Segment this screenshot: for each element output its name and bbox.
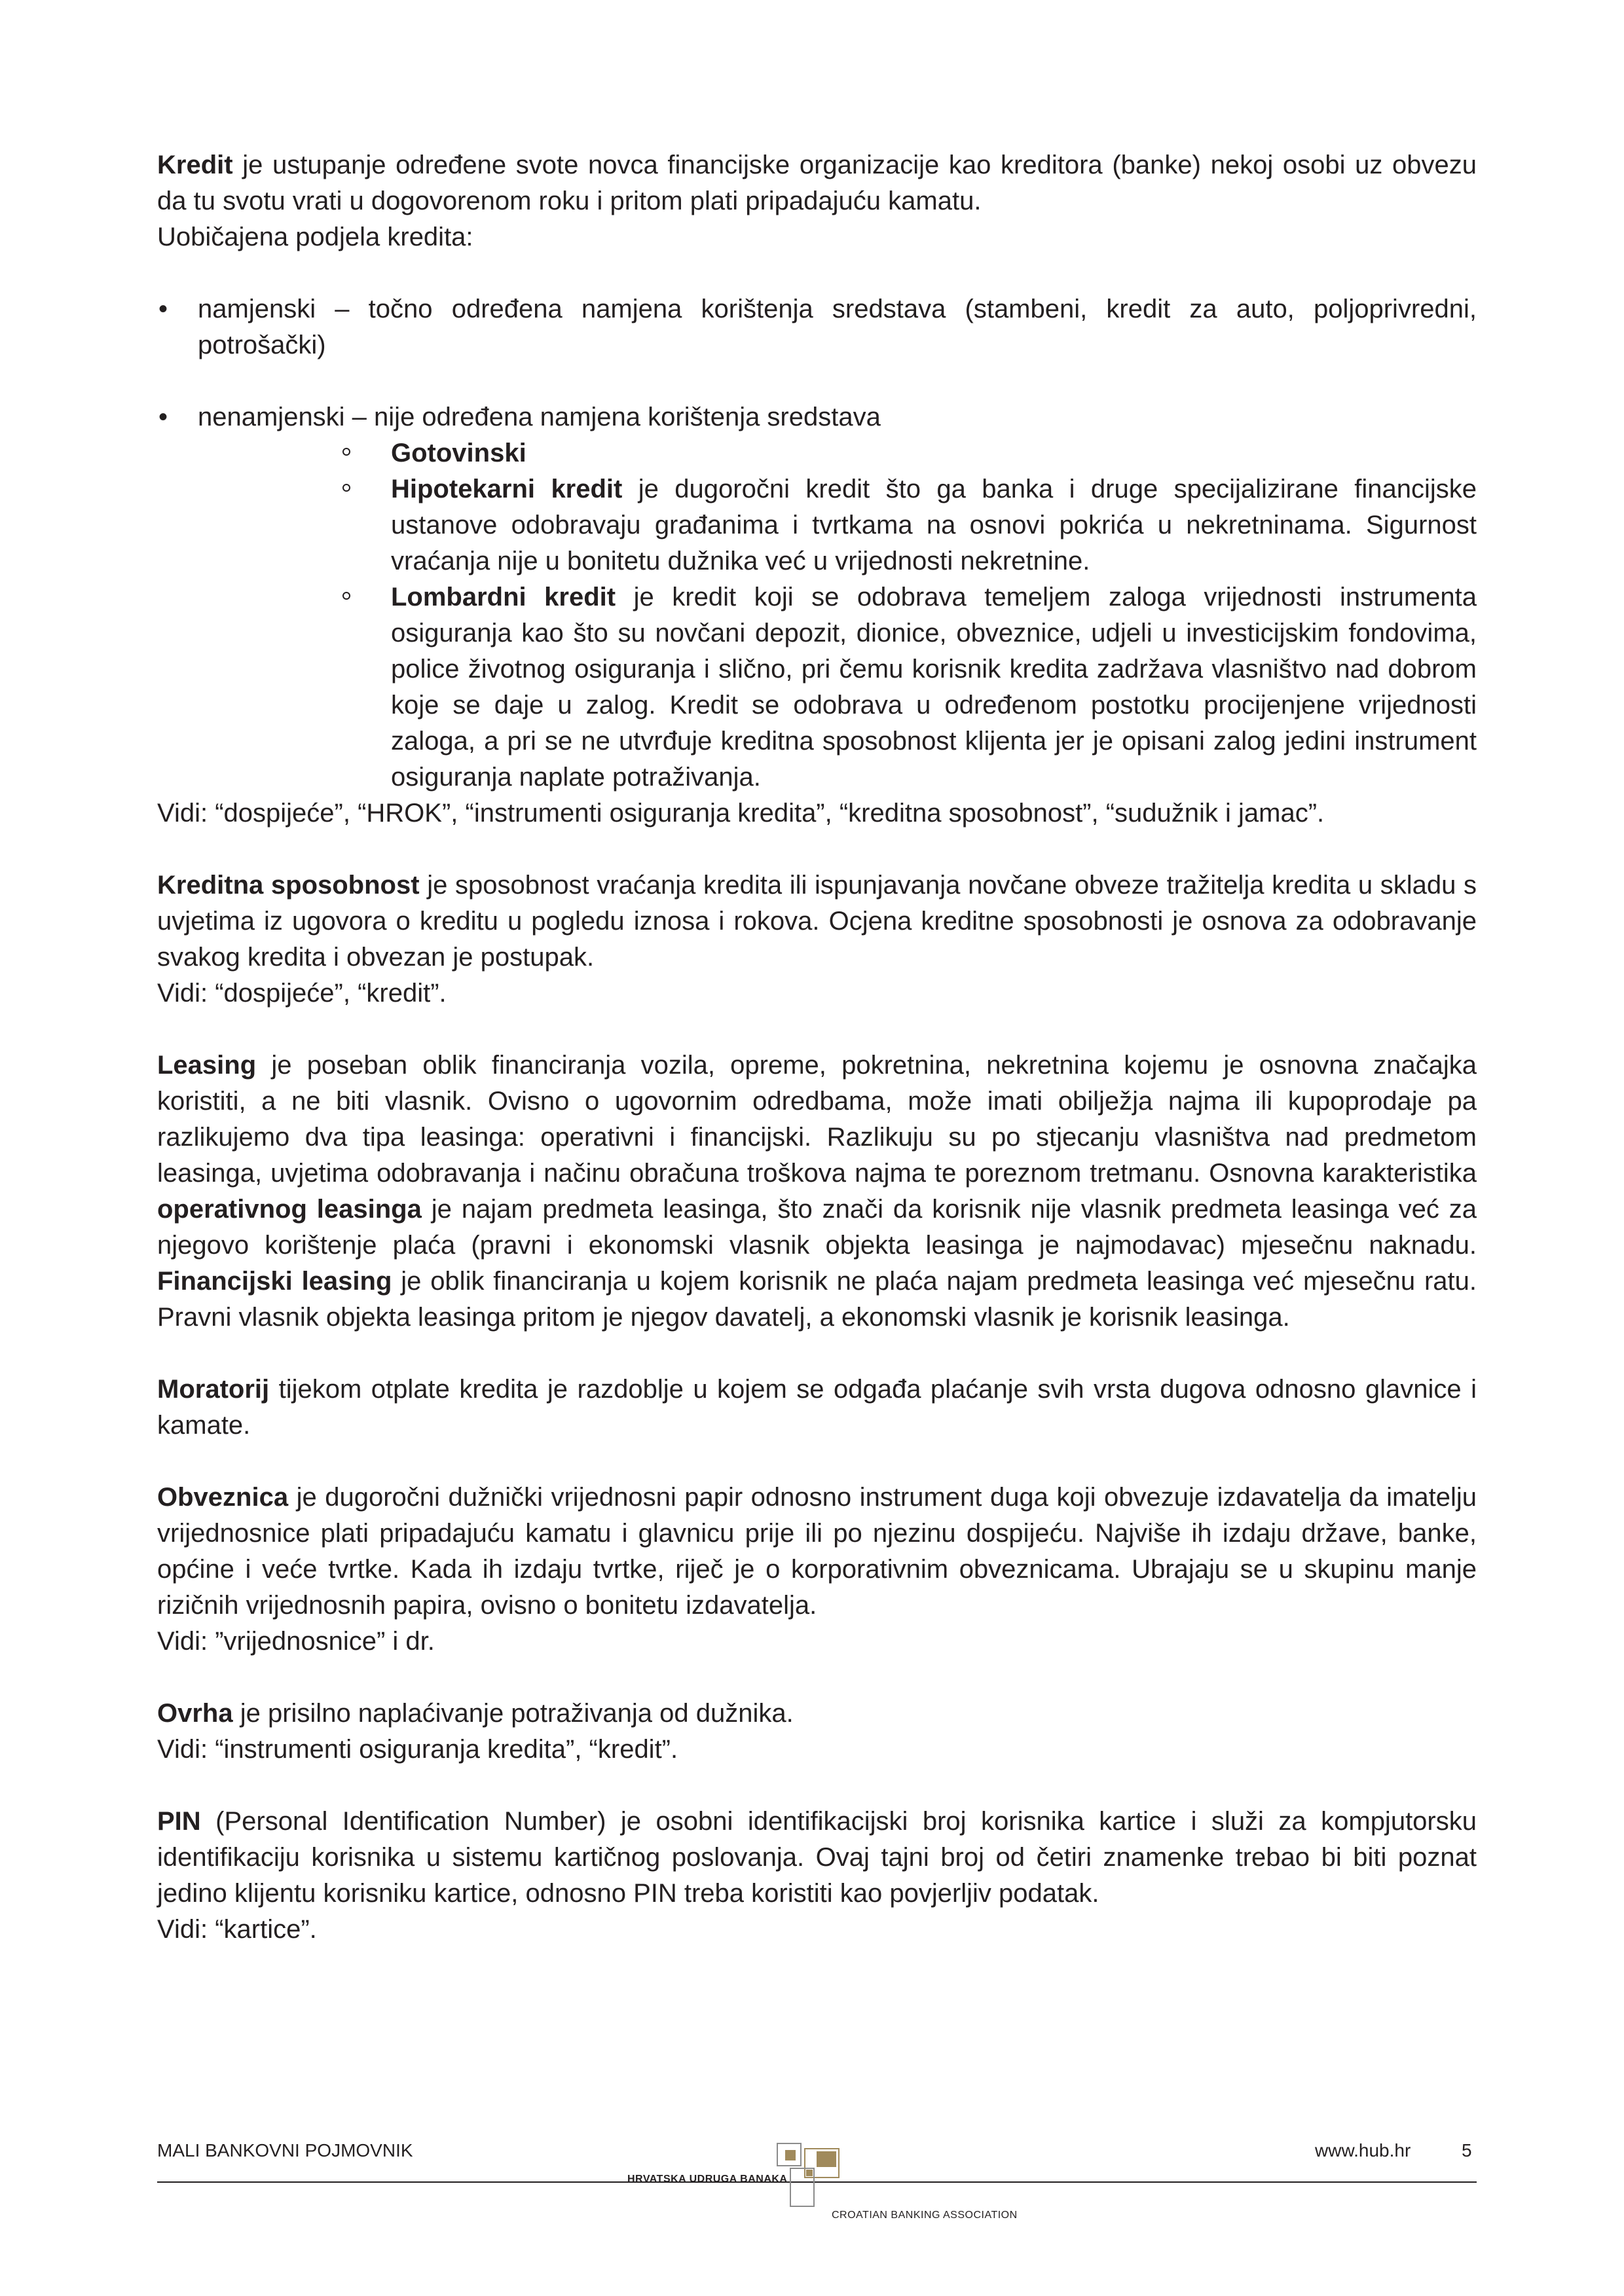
- term-financijski-leasing: Financijski leasing: [157, 1267, 392, 1296]
- circle-bullet-icon: [342, 592, 350, 600]
- sub-list-item: [391, 471, 1477, 579]
- def-kreditna-sposobnost: je sposobnost vraćanja kredita ili ispunjavanja novčane obveze tražitelja kredita u skladu s uvjetima iz ugovora o kreditu u pogledu iznosa i rokova. Ocjena kreditne sposobnosti je osnova za odobravanje svakog kredita i obvezan je postupak.: [157, 871, 1477, 972]
- see-also-ovrha: Vidi: “instrumenti osiguranja kredita”, “kredit”.: [157, 1735, 678, 1764]
- term-lombardni: Lombardni kredit: [391, 583, 616, 611]
- term-pin: PIN: [157, 1807, 201, 1836]
- logo-name: HRVATSKA UDRUGA BANAKA: [627, 2174, 788, 2185]
- bullet-icon: •: [158, 403, 168, 431]
- term-obveznica: Obveznica: [157, 1483, 289, 1512]
- def-hipotekarni: je dugoročni kredit što ga banka i druge specijalizirane financijske ustanove odobravaju građanima i tvrtkama na osnovi pokrića u nekretninama. Sigurnost vraćanja nije u bonitetu dužnika već u vrijednosti nekretnine.: [391, 475, 1477, 575]
- see-also-kredit: Vidi: “dospijeće”, “HROK”, “instrumenti osiguranja kredita”, “kreditna sposobnost”, “sudužnik i jamac”.: [157, 799, 1325, 828]
- sub-list-item: [391, 435, 1477, 471]
- entry-pin: [157, 1804, 1477, 1912]
- sub-list: [198, 435, 1477, 795]
- term-operativni-leasing: operativnog leasinga: [157, 1195, 422, 1224]
- circle-bullet-icon: [342, 484, 350, 492]
- term-leasing: Leasing: [157, 1051, 257, 1080]
- term-kredit: Kredit: [157, 151, 233, 179]
- logo-tagline: CROATIAN BANKING ASSOCIATION: [832, 2210, 1018, 2221]
- kredit-division: Uobičajena podjela kredita:: [157, 223, 473, 251]
- see-also-kreditna: Vidi: “dospijeće”, “kredit”.: [157, 979, 447, 1008]
- bullet-icon: •: [158, 295, 168, 323]
- entry-obveznica: [157, 1480, 1477, 1624]
- document-body: [157, 147, 1477, 1948]
- list-item: [157, 291, 1477, 363]
- list-item: [157, 399, 1477, 795]
- see-also-obveznica: Vidi: ”vrijednosnice” i dr.: [157, 1627, 435, 1656]
- entry-kredit: [157, 147, 1477, 219]
- entry-ovrha: [157, 1696, 1477, 1732]
- see-also-pin: Vidi: “kartice”.: [157, 1915, 317, 1944]
- def-leasing-3: je oblik financiranja u kojem korisnik ne plaća najam predmeta leasinga već mjesečnu ratu. Pravni vlasnik objekta leasinga pritom je njegov davatelj, a ekonomski vlasnik je korisnik leasinga.: [157, 1267, 1477, 1332]
- entry-moratorij: [157, 1372, 1477, 1444]
- def-moratorij: tijekom otplate kredita je razdoblje u kojem se odgađa plaćanje svih vrsta dugova odnosno glavnice i kamate.: [157, 1375, 1477, 1440]
- term-hipotekarni: Hipotekarni kredit: [391, 475, 623, 503]
- def-leasing-1: je poseban oblik financiranja vozila, opreme, pokretnina, nekretnina kojemu je osnovna značajka koristiti, a ne biti vlasnik. Ovisno o ugovornim odredbama, može imati obilježja najma ili kupoprodaje pa razlikujemo dva tipa leasinga: operativni i financijski. Razlikuju su po stjecanju vlasništva nad predmetom leasinga, uvjetima odobravanja i načinu obračuna troškova najma te poreznom tretmanu. Osnovna karakteristika: [157, 1051, 1477, 1188]
- kredit-types-list: [157, 291, 1477, 795]
- def-lombardni: je kredit koji se odobrava temeljem zaloga vrijednosti instrumenta osiguranja kao što su novčani depozit, dionice, obveznice, udjeli u investicijskim fondovima, police životnog osiguranja i slično, pri čemu korisnik kredita zadržava vlasništvo nad dobrom koje se daje u zalog. Kredit se odobrava u određenom postotku procijenjene vrijednosti zaloga, a pri se ne utvrđuje kreditna sposobnost klijenta jer je opisani zalog jedini instrument osiguranja naplate potraživanja.: [391, 583, 1477, 792]
- entry-kreditna-sposobnost: [157, 867, 1477, 975]
- def-obveznica: je dugoročni dužnički vrijednosni papir odnosno instrument duga koji obvezuje izdavatelja da imatelju vrijednosnice plati pripadajuću kamatu i glavnicu prije ili po njezinu dospijeću. Najviše ih izdaju države, banke, općine i veće tvrtke. Kada ih izdaju tvrtke, riječ je o korporativnim obveznicama. Ubrajaju se u skupinu manje rizičnih vrijednosnih papira, ovisno o bonitetu izdavatelja.: [157, 1483, 1477, 1620]
- circle-bullet-icon: [342, 448, 350, 456]
- sub-list-item: [391, 579, 1477, 795]
- term-moratorij: Moratorij: [157, 1375, 270, 1404]
- def-ovrha: je prisilno naplaćivanje potraživanja od dužnika.: [232, 1699, 794, 1728]
- list-item-text: nenamjenski – nije određena namjena korištenja sredstava: [198, 403, 881, 431]
- term-gotovinski: Gotovinski: [391, 439, 526, 467]
- def-pin: (Personal Identification Number) je osobni identifikacijski broj korisnika kartice i služi za kompjutorsku identifikaciju korisnika u sistemu kartičnog poslovanja. Ovaj tajni broj od četiri znamenke trebao bi biti poznat jedino klijentu korisniku kartice, odnosno PIN treba koristiti kao povjerljiv podatak.: [157, 1807, 1477, 1908]
- page-number: 5: [1462, 2140, 1472, 2160]
- term-kreditna-sposobnost: Kreditna sposobnost: [157, 871, 420, 900]
- footer-url: www.hub.hr: [1315, 2140, 1411, 2160]
- def-leasing-2: je najam predmeta leasinga, što znači da korisnik nije vlasnik predmeta leasinga već za njegovo korištenje plaća (pravni i ekonomski vlasnik objekta leasinga je najmodavac) mjesečnu naknadu.: [157, 1195, 1477, 1260]
- def-kredit: je ustupanje određene svote novca financijske organizacije kao kreditora (banke) nekoj osobi uz obvezu da tu svotu vrati u dogovorenom roku i pritom plati pripadajuću kamatu.: [157, 151, 1477, 215]
- list-item-text: namjenski – točno određena namjena korištenja sredstava (stambeni, kredit za auto, poljoprivredni, potrošački): [198, 295, 1477, 359]
- entry-leasing: [157, 1048, 1477, 1336]
- footer-title: MALI BANKOVNI POJMOVNIK: [157, 2140, 413, 2160]
- term-ovrha: Ovrha: [157, 1699, 233, 1728]
